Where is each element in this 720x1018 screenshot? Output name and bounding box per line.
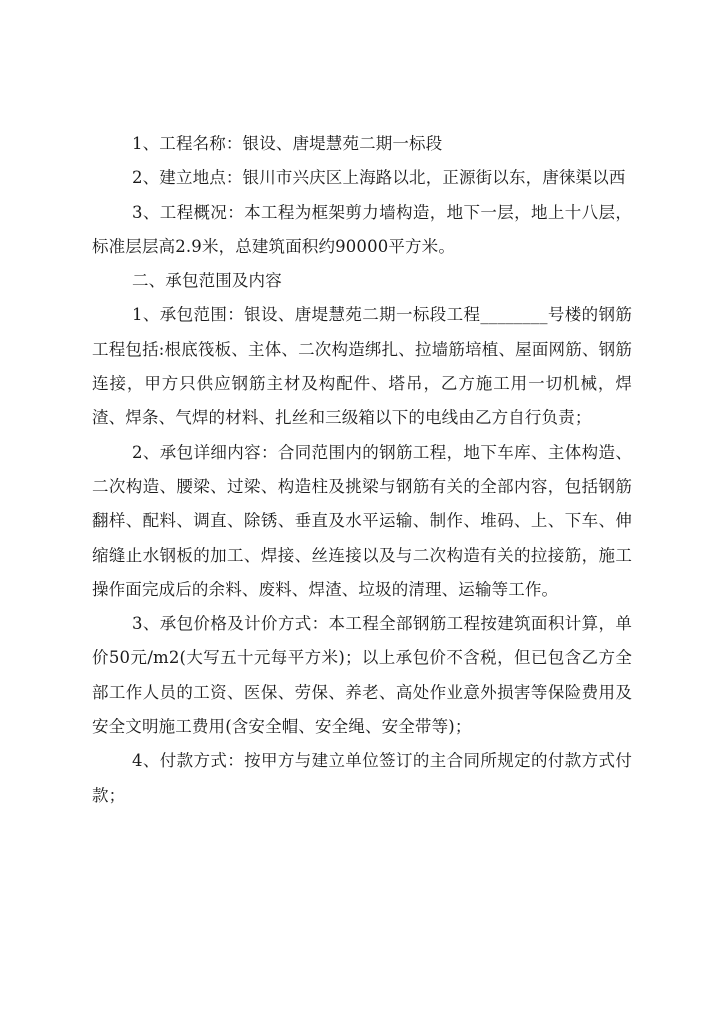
paragraph-price: 3、承包价格及计价方式：本工程全部钢筋工程按建筑面积计算，单价50元/m2(大写五十元每平方米)；以上承包价不含税，但已包含乙方全部工作人员的工资、医保、劳保、养老、高处作业意外损害等保险费用及安全文明施工费用(含安全帽、安全绳、安全带等)； bbox=[92, 614, 632, 737]
paragraph-contract-scope: 1、承包范围：银设、唐堤慧苑二期一标段工程________号楼的钢筋工程包括:根底筏板、主体、二次构造绑扎、拉墙筋培植、屋面网筋、钢筋连接，甲方只供应钢筋主材及构配件、塔吊，乙方施工用一切机械，焊渣、焊条、气焊的材料、扎丝和三级箱以下的电线由乙方自行负责； bbox=[92, 305, 632, 428]
paragraph-overview: 3、工程概况：本工程为框架剪力墙构造，地下一层，地上十八层，标准层层高2.9米，总建筑面积约90000平方米。 bbox=[92, 202, 632, 256]
paragraph-contract-details: 2、承包详细内容：合同范围内的钢筋工程，地下车库、主体构造、二次构造、腰梁、过梁、构造柱及挑梁与钢筋有关的全部内容，包括钢筋翻样、配料、调直、除锈、垂直及水平运输、制作、堆码、上、下车、伸缩缝止水钢板的加工、焊接、丝连接以及与二次构造有关的拉接筋，施工操作面完成后的余料、废料、焊渣、垃圾的清理、运输等工作。 bbox=[92, 442, 632, 599]
paragraph-payment: 4、付款方式：按甲方与建立单位签订的主合同所规定的付款方式付款； bbox=[92, 751, 632, 805]
paragraph-location: 2、建立地点：银川市兴庆区上海路以北，正源街以东，唐徕渠以西 bbox=[132, 168, 626, 188]
section-heading-scope: 二、承包范围及内容 bbox=[132, 271, 282, 291]
paragraph-project-name: 1、工程名称：银设、唐堤慧苑二期一标段 bbox=[132, 134, 443, 153]
document-body bbox=[92, 127, 632, 813]
